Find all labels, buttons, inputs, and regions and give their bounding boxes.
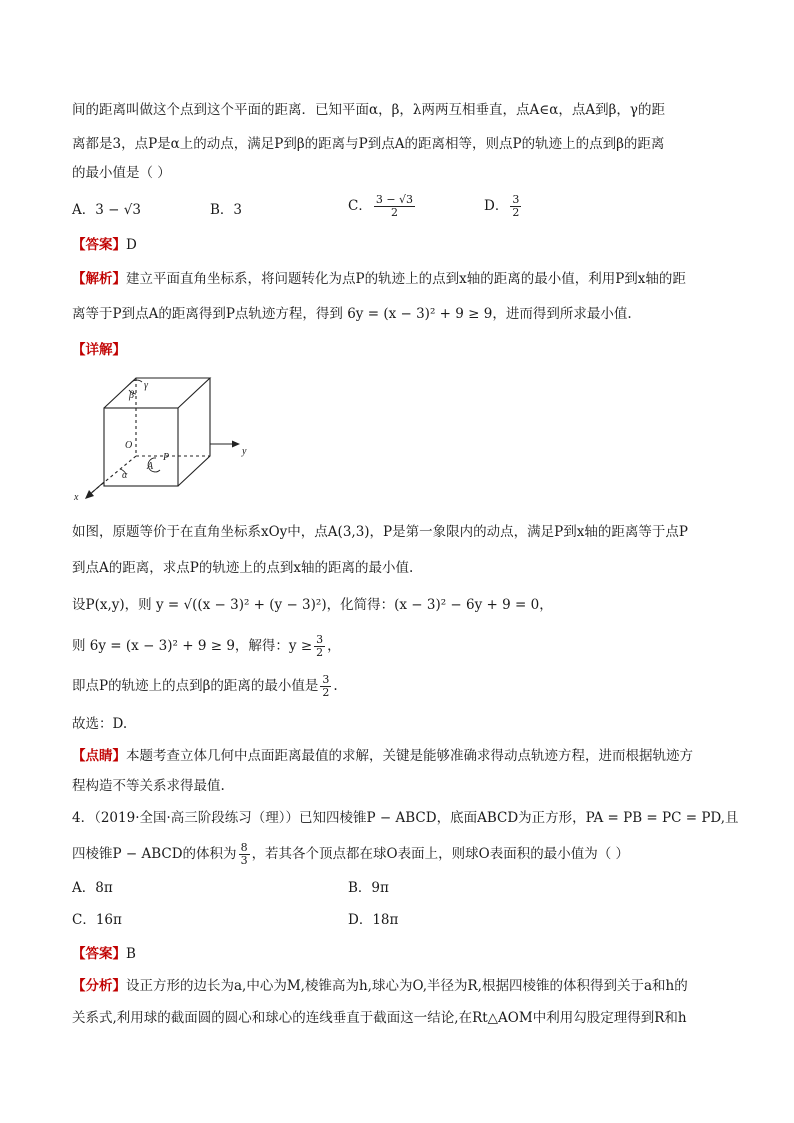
analysis-text-1: 建立平面直角坐标系，将问题转化为点P的轨迹上的点到x轴的距离的最小值，利用P到x轴的距 <box>126 271 686 287</box>
q3-analysis-line-1 <box>72 269 686 289</box>
q3-option-c-numerator: 3 − √3 <box>375 193 414 206</box>
q3-detail-line-4-suffix: ， <box>327 638 341 654</box>
label-alpha: α <box>122 470 128 481</box>
q4-answer <box>72 944 136 964</box>
q3-detail-line-6: 故选：D. <box>72 716 128 732</box>
q3-option-d-fraction <box>510 194 521 219</box>
q3-answer <box>72 235 137 255</box>
q4-answer-tag: 【答案】 <box>72 946 126 962</box>
q3-option-d <box>484 194 523 219</box>
label-point-a: A <box>147 461 154 472</box>
q3-detail-line-5 <box>72 674 338 699</box>
label-origin: O <box>125 440 133 451</box>
q4-option-a: A．8π <box>72 880 113 896</box>
q3-option-d-denominator: 2 <box>512 206 520 219</box>
q3-detail-line-2: 到点A的距离，求点P的轨迹上的点到x轴的距离的最小值. <box>72 560 414 576</box>
label-point-p: P <box>163 452 170 463</box>
q4-analysis-tag: 【分析】 <box>72 978 126 994</box>
label-beta: β <box>129 390 134 401</box>
cube-front-face <box>104 408 178 486</box>
q3-analysis-line-2: 离等于P到点A的距离得到P点轨迹方程，得到 6y = (x − 3)² + 9 ≥ 9，进而得到所求最小值. <box>72 306 632 322</box>
cube-top-face <box>104 378 210 408</box>
q3-comment-line-1 <box>72 746 693 766</box>
q3-detail-tag <box>72 340 126 360</box>
q4-volume-denominator: 3 <box>240 854 248 867</box>
q3-option-a: A．3 − √3 <box>72 202 141 218</box>
cube-coordinate-figure <box>68 366 268 506</box>
answer-value: D <box>126 237 137 253</box>
q3-option-c <box>348 194 417 219</box>
q3-detail-line-4-prefix: 则 6y = (x − 3)² + 9 ≥ 9，解得：y ≥ <box>72 638 313 654</box>
q3-detail-line-5-fraction <box>320 674 331 699</box>
q4-stem-line-1: 4．（2019·全国·高三阶段练习（理））已知四棱锥P − ABCD，底面ABCD为正方形，PA = PB = PC = PD,且 <box>72 810 739 826</box>
q3-stem-line-2: 离都是3，点P是α上的动点，满足P到β的距离与P到点A的距离相等，则点P的轨迹上的点到β的距离 <box>72 136 665 152</box>
q4-analysis-line-1 <box>72 976 688 996</box>
comment-tag: 【点睛】 <box>72 748 126 764</box>
label-x-axis: x <box>74 492 79 503</box>
q4-stem-line-2-suffix: ，若其各个顶点都在球O表面上，则球O表面积的最小值为（ ） <box>251 846 629 862</box>
q3-stem-line-1: 间的距离叫做这个点到这个平面的距离．已知平面α，β，λ两两互相垂直，点A∈α，点A到β，γ的距 <box>72 102 665 118</box>
q3-stem-line-3: 的最小值是（ ） <box>72 165 171 181</box>
q3-detail-line-5-numerator: 3 <box>322 673 330 686</box>
q3-detail-line-3: 设P(x,y)，则 y = √((x − 3)² + (y − 3)²)，化简得：(x − 3)² − 6y + 9 = 0， <box>72 597 553 613</box>
q4-option-d: D．18π <box>348 912 399 928</box>
q4-stem-line-2 <box>72 842 629 867</box>
label-gamma: γ <box>144 380 148 391</box>
q3-detail-line-4-fraction <box>314 634 325 659</box>
q4-answer-value: B <box>126 946 136 962</box>
q3-comment-line-2: 程构造不等关系求得最值. <box>72 778 225 794</box>
q3-detail-line-5-prefix: 即点P的轨迹上的点到β的距离的最小值是 <box>72 678 319 694</box>
q3-option-b: B．3 <box>210 202 243 218</box>
q4-volume-fraction <box>239 842 250 867</box>
q3-detail-line-4 <box>72 634 341 659</box>
y-axis-arrow <box>232 441 240 448</box>
q3-detail-line-4-denominator: 2 <box>316 646 324 659</box>
q3-option-d-prefix: D． <box>484 198 509 214</box>
q4-volume-numerator: 8 <box>240 841 248 854</box>
answer-tag: 【答案】 <box>72 237 126 253</box>
detail-tag: 【详解】 <box>72 342 126 358</box>
q3-option-c-fraction <box>374 194 415 219</box>
analysis-tag: 【解析】 <box>72 271 126 287</box>
comment-text-1: 本题考查立体几何中点面距离最值的求解，关键是能够准确求得动点轨迹方程，进而根据轨迹方 <box>126 748 693 764</box>
q4-stem-line-2-prefix: 四棱锥P − ABCD的体积为 <box>72 846 237 862</box>
q3-option-c-prefix: C． <box>348 198 372 214</box>
cube-right-face <box>178 378 210 486</box>
q4-analysis-line-2: 关系式,利用球的截面圆的圆心和球心的连线垂直于截面这一结论,在Rt△AOM中利用勾股定理得到R和h <box>72 1010 687 1026</box>
q4-analysis-text-1: 设正方形的边长为a,中心为M,棱锥高为h,球心为O,半径为R,根据四棱锥的体积得到关于a和h的 <box>126 978 688 994</box>
q3-option-d-numerator: 3 <box>512 193 520 206</box>
q3-detail-line-5-denominator: 2 <box>322 686 330 699</box>
q4-option-b: B．9π <box>348 880 389 896</box>
q4-option-c: C．16π <box>72 912 122 928</box>
q3-detail-line-4-numerator: 3 <box>316 633 324 646</box>
q3-option-c-denominator: 2 <box>390 206 398 219</box>
q3-detail-line-1: 如图，原题等价于在直角坐标系xOy中，点A(3,3)，P是第一象限内的动点，满足P到x轴的距离等于点P <box>72 524 688 540</box>
label-y-axis: y <box>242 446 247 457</box>
q3-detail-line-5-suffix: . <box>333 678 338 694</box>
